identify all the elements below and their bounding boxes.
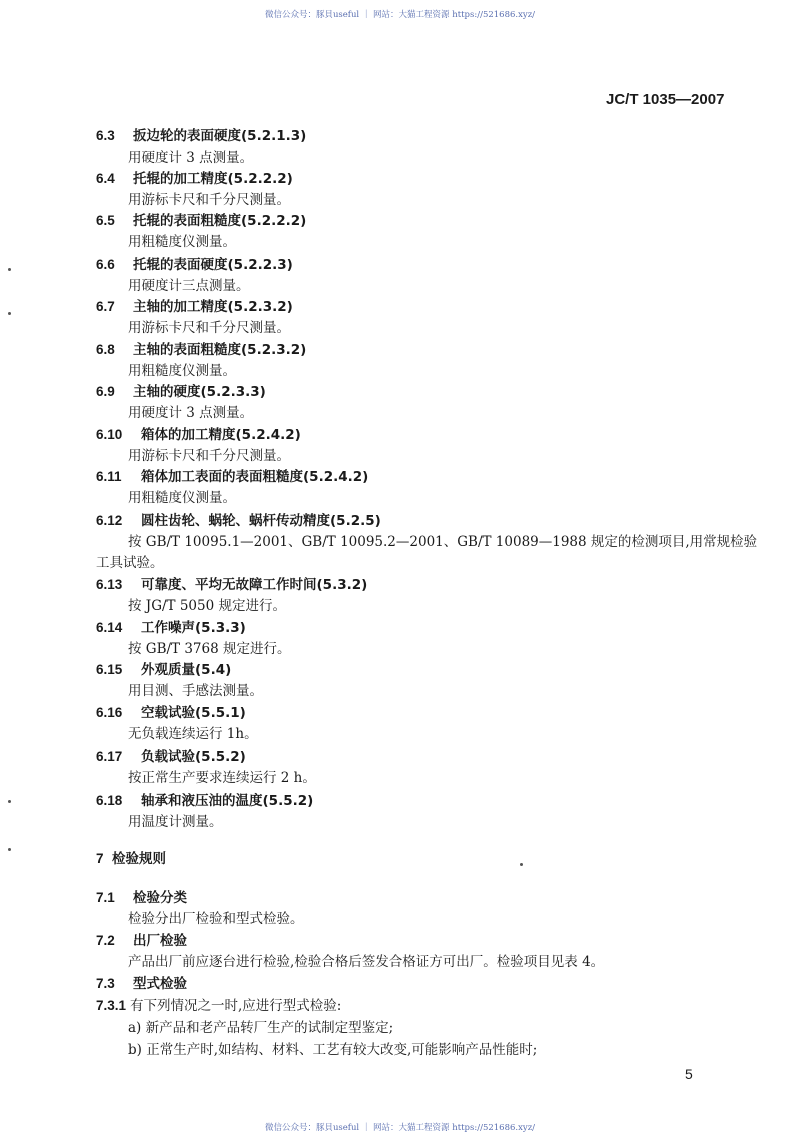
paragraph-text: 按 GB/T 3768 规定进行。 [128,641,291,657]
paragraph-text: 按 JG/T 5050 规定进行。 [128,598,286,614]
document-code-header: JC/T 1035—2007 [606,91,725,108]
section-heading: 箱体的加工精度(5.2.4.2) [141,427,301,443]
paragraph-text: 用目测、手感法测量。 [128,683,263,699]
paragraph-text: 按正常生产要求连续运行 2 h。 [128,770,316,786]
section-number: 6.17 [96,749,123,764]
scan-speck [8,312,11,315]
paragraph-text: 工具试验。 [96,555,164,571]
scan-speck [8,268,11,271]
paragraph-text: 用硬度计 3 点测量。 [128,405,254,421]
paragraph-text: 检验分出厂检验和型式检验。 [128,911,304,927]
section-heading: 可靠度、平均无故障工作时间(5.3.2) [141,577,368,593]
scan-speck [8,800,11,803]
section-heading: 空载试验(5.5.1) [141,705,246,721]
section-number: 6.11 [96,469,122,484]
section-heading: 型式检验 [133,976,187,992]
section-heading: 检验规则 [112,851,166,867]
section-number: 6.13 [96,577,123,592]
section-heading: 托辊的加工精度(5.2.2.2) [133,171,293,187]
paragraph-text: b) 正常生产时,如结构、材料、工艺有较大改变,可能影响产品性能时; [128,1042,538,1058]
section-heading: 托辊的表面硬度(5.2.2.3) [133,257,293,273]
paragraph-text: 用游标卡尺和千分尺测量。 [128,192,290,208]
section-number: 6.16 [96,705,123,720]
section-heading: 出厂检验 [133,933,187,949]
section-number: 7 [96,851,104,866]
watermark-bottom: 微信公众号：豚貝useful ｜ 网站：大猫工程资源 https://521686.xyz/ [264,1123,536,1133]
scan-speck [520,863,523,866]
section-number: 7.2 [96,933,115,948]
paragraph-text: 用硬度计 3 点测量。 [128,150,254,166]
section-heading: 负载试验(5.5.2) [141,749,246,765]
paragraph-text: 用游标卡尺和千分尺测量。 [128,320,290,336]
paragraph-text: 用硬度计三点测量。 [128,278,250,294]
section-heading: 主轴的硬度(5.2.3.3) [133,384,266,400]
section-number: 6.12 [96,513,123,528]
paragraph-text: 用粗糙度仪测量。 [128,490,236,506]
paragraph-text: a) 新产品和老产品转厂生产的试制定型鉴定; [128,1020,394,1036]
section-heading: 工作噪声(5.3.3) [141,620,246,636]
section-heading: 主轴的表面粗糙度(5.2.3.2) [133,342,307,358]
section-number: 6.9 [96,384,115,399]
section-heading: 轴承和液压油的温度(5.5.2) [141,793,314,809]
section-heading: 扳边轮的表面硬度(5.2.1.3) [133,128,307,144]
section-number: 6.3 [96,128,115,143]
section-heading: 圆柱齿轮、蜗轮、蜗杆传动精度(5.2.5) [141,513,381,529]
scan-speck [8,848,11,851]
paragraph-text: 用温度计测量。 [128,814,223,830]
section-number: 7.1 [96,890,115,905]
paragraph-text: 用游标卡尺和千分尺测量。 [128,448,290,464]
section-number: 6.5 [96,213,115,228]
section-heading: 外观质量(5.4) [141,662,232,678]
section-heading: 主轴的加工精度(5.2.3.2) [133,299,293,315]
paragraph-text: 产品出厂前应逐台进行检验,检验合格后签发合格证方可出厂。检验项目见表 4。 [128,954,605,970]
section-number: 7.3.1 [96,998,127,1013]
section-number: 6.6 [96,257,115,272]
watermark-top: 微信公众号：豚貝useful ｜ 网站：大猫工程资源 https://521686.xyz/ [264,10,536,20]
section-heading: 箱体加工表面的表面粗糙度(5.2.4.2) [141,469,369,485]
section-heading: 托辊的表面粗糙度(5.2.2.2) [133,213,307,229]
section-number: 6.10 [96,427,123,442]
paragraph-text: 用粗糙度仪测量。 [128,234,236,250]
section-number: 6.15 [96,662,123,677]
paragraph-text: 用粗糙度仪测量。 [128,363,236,379]
section-number: 6.14 [96,620,123,635]
paragraph-text: 按 GB/T 10095.1—2001、GB/T 10095.2—2001、GB/T 10089—1988 规定的检测项目,用常规检验 [128,534,758,550]
page-number: 5 [685,1066,693,1082]
section-number: 6.8 [96,342,115,357]
section-number: 6.7 [96,299,115,314]
paragraph-text: 有下列情况之一时,应进行型式检验: [130,998,342,1014]
section-number: 6.18 [96,793,123,808]
section-heading: 检验分类 [133,890,187,906]
section-number: 6.4 [96,171,115,186]
section-number: 7.3 [96,976,115,991]
paragraph-text: 无负载连续运行 1h。 [128,726,258,742]
